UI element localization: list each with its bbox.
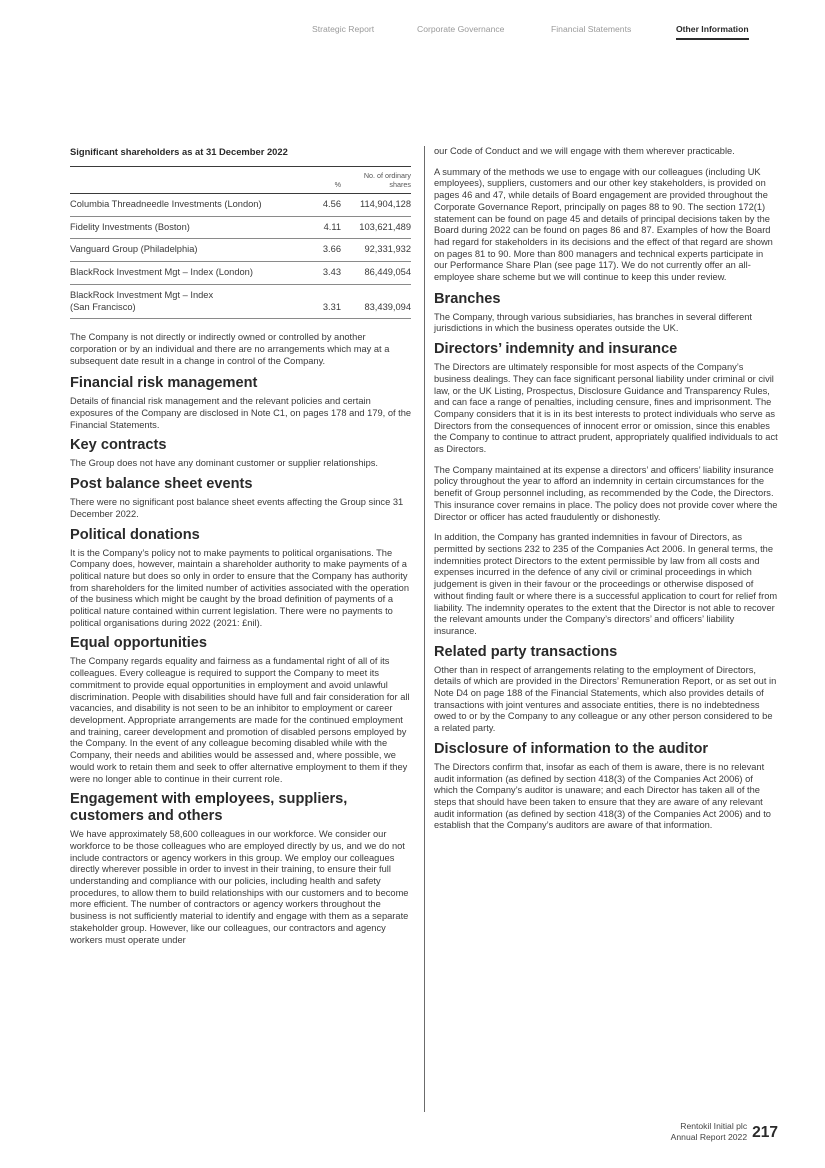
paragraph: The Directors are ultimately responsible for most aspects of the Company’s business dealings. They can face significant personal liability under criminal or civil law, or the UK Listing, Prospectus, Disclosure Guidance and Transparency Rules, and can face a range of penalties, including censure, fines and imprisonment. The Company considers that it is in its best interests to protect individuals who serve as Directors from the consequences of innocent error or omission, since this enables the Company to continue to attract prudent, appropriately qualified individuals to act as Directors.	[434, 362, 778, 455]
heading-financial-risk: Financial risk management	[70, 375, 258, 392]
section-indemnity	[434, 341, 779, 637]
shareholder-name: Columbia Threadneedle Investments (London)	[70, 194, 297, 217]
heading-engagement: Engagement with employees, suppliers, customers and others	[70, 791, 348, 825]
ownership-note: The Company is not directly or indirectly owned or controlled by another corporation or by an individual and there are no arrangements which may at a subsequent date result in a change in control of the Company.	[70, 332, 390, 366]
footer-report: Annual Report 2022	[670, 1131, 748, 1142]
shareholder-percent: 3.66	[297, 239, 341, 262]
section-auditor	[434, 741, 779, 832]
paragraph: In addition, the Company has granted indemnities in favour of Directors, as permitted by sections 232 to 235 of the Companies Act 2006. In general terms, the indemnities protect Directors to the extent permissible by law from all costs and expenses incurred in the defence of any civil or criminal proceedings in which judgement is given in their favour or the proceedings or otherwise disposed of without finding fault or where there is a successful application to court for relief from liability. The indemnity operates to the extent that the Director is not able to recover the relevant amounts under the Company’s directors’ and officers’ liability insurance.	[434, 532, 778, 636]
shareholders-table	[70, 166, 411, 319]
shareholder-name: BlackRock Investment Mgt – Index (London)	[70, 262, 297, 285]
paragraph: We have approximately 58,600 colleagues in our workforce. We consider our workforce to be those colleagues who are employed directly by us, and we do not include contractors or agency workers in this group. We employ our colleagues directly wherever possible in order to invest in their training, to ensure their full understanding and compliance with our policies, including health and safety procedures, to allow them to build relationships with our customers and to become more efficient. The number of contractors or agency workers throughout the business is not sufficiently material to identify and engage with them as a separate stakeholder group. However, like our colleagues, our contractors and agency workers must operate under	[70, 829, 409, 945]
heading-political: Political donations	[70, 526, 200, 543]
shareholder-name-line2: (San Francisco)	[70, 301, 136, 312]
left-column	[70, 146, 413, 952]
paragraph: The Directors confirm that, insofar as each of them is aware, there is no relevant audit information (as defined by section 418(3) of the Companies Act 2006) of which the Company’s auditor is unaware; and each Director has taken all of the steps that should have been taken to ensure that they are aware of any relevant audit information (as defined by section 418(3) of the Companies Act 2006) and to establish that the Company’s auditors are aware of that information.	[434, 761, 771, 831]
shareholder-shares: 103,621,489	[341, 216, 411, 239]
shareholder-shares: 86,449,054	[341, 262, 411, 285]
shareholder-name	[70, 284, 297, 318]
header-shares-line1: No. of ordinary	[363, 171, 411, 180]
section-post-balance	[70, 476, 413, 520]
shareholder-name: Fidelity Investments (Boston)	[70, 216, 297, 239]
section-navigation	[0, 24, 825, 44]
paragraph: The Company regards equality and fairness as a fundamental right of all of its colleagues. Every colleague is required to support the Company to meet its commitment to provide equal opportunities in employment and avoid unlawful discrimination. People with disabilities should have full and fair consideration for all vacancies, and disability is not seen to be an inhibitor to employment or career development. Appropriate arrangements are made for the continued employment and training, career development and promotion of disabled persons employed by the Company. In the event of any colleague becoming disabled while with the Company, their needs and abilities would be assessed and, where possible, we would work to retain them and seek to offer alternative employment to them if they were no longer able to continue in their current role.	[70, 656, 410, 784]
shareholder-shares: 114,904,128	[341, 194, 411, 217]
shareholder-name-line1: BlackRock Investment Mgt – Index	[70, 289, 214, 300]
header-shares	[341, 167, 411, 194]
nav-tab-corporate-governance[interactable]: Corporate Governance	[417, 24, 505, 34]
header-name	[70, 167, 297, 194]
shareholder-name: Vanguard Group (Philadelphia)	[70, 239, 297, 262]
section-political	[70, 527, 413, 630]
shareholder-shares: 92,331,932	[341, 239, 411, 262]
paragraph: The Company maintained at its expense a directors’ and officers’ liability insurance policy throughout the year to afford an indemnity in certain circumstances for the benefit of Group personnel including, as recommended by the Code, the Directors. This insurance cover remains in place. The policy does not provide cover where the Director or officer has acted fraudulently or dishonestly.	[434, 464, 778, 522]
paragraph: Other than in respect of arrangements relating to the employment of Directors, details of which are provided in the Directors’ Remuneration Report, or as set out in Note D4 on page 188 of the Financial Statements, which also provides details of transactions with joint ventures and associate entities, there is no indebtedness owed to or by the Company to any colleague or any other person considered to be a related party.	[434, 664, 777, 734]
paragraph: The Group does not have any dominant customer or supplier relationships.	[70, 458, 379, 469]
section-engagement	[70, 791, 413, 946]
paragraph: A summary of the methods we use to engage with our colleagues (including UK employees), suppliers, customers and our other key stakeholders, is provided on pages 46 and 47, while details of Board engagement are provided throughout the Corporate Governance Report, principally on pages 88 to 90. The section 172(1) statement can be found on page 45 and details of principal decisions taken by the Board during 2022 can be found on pages 86 and 87. Examples of how the Board had regard for stakeholders in its decisions and the effect of that regard are shown on pages 81 to 90. More than 800 managers and technical experts participate in our Performance Share Plan (see page 117). We do not currently offer an all-employee share scheme but we will continue to keep this under review.	[434, 166, 773, 283]
heading-branches: Branches	[434, 290, 501, 307]
footer-company: Rentokil Initial plc	[680, 1121, 748, 1131]
column-divider	[424, 146, 425, 1112]
shareholder-percent: 3.43	[297, 262, 341, 285]
heading-indemnity: Directors’ indemnity and insurance	[434, 341, 678, 358]
heading-post-balance: Post balance sheet events	[70, 476, 253, 493]
heading-related: Related party transactions	[434, 643, 618, 660]
page-footer	[671, 1121, 778, 1142]
table-row	[70, 262, 411, 285]
paragraph: The Company, through various subsidiaries, has branches in several different jurisdictions in which the business operates outside the UK.	[434, 311, 752, 334]
section-equal	[70, 635, 413, 785]
paragraph: It is the Company’s policy not to make payments to political organisations. The Company does, however, maintain a shareholder authority to make payments of a political nature but does so only in order to ensure that the Company has authority from shareholders for the limited number of activities associated with the operation of the business which might be caught by the broad definition of payments of a political nature contained within current legislation. There were no payments to political organisations during 2022 (2021: £nil).	[70, 547, 409, 628]
heading-equal: Equal opportunities	[70, 635, 208, 652]
shareholder-shares: 83,439,094	[341, 284, 411, 318]
heading-auditor: Disclosure of information to the auditor	[434, 740, 709, 757]
table-row	[70, 216, 411, 239]
shareholders-table-title: Significant shareholders as at 31 December 2022	[70, 146, 288, 157]
section-related	[434, 644, 779, 735]
section-financial-risk	[70, 375, 413, 431]
section-branches	[434, 291, 779, 335]
table-row	[70, 284, 411, 318]
table-row	[70, 194, 411, 217]
page-number: 217	[752, 1124, 778, 1141]
paragraph: Details of financial risk management and the relevant policies and certain exposures of the Company are disclosed in Note C1, on pages 178 and 179, of the Financial Statements.	[70, 396, 412, 430]
table-header-row	[70, 167, 411, 194]
right-column	[434, 146, 779, 838]
header-percent: %	[334, 180, 341, 189]
shareholder-percent: 4.56	[297, 194, 341, 217]
nav-tab-other-information[interactable]: Other Information	[676, 24, 749, 34]
shareholder-percent: 4.11	[297, 216, 341, 239]
footer-text	[671, 1121, 747, 1142]
header-shares-line2: shares	[389, 180, 411, 189]
heading-key-contracts: Key contracts	[70, 437, 167, 454]
shareholder-percent: 3.31	[297, 284, 341, 318]
table-row	[70, 239, 411, 262]
paragraph: There were no significant post balance sheet events affecting the Group since 31 December 2022.	[70, 497, 404, 519]
nav-tab-strategic-report[interactable]: Strategic Report	[312, 24, 375, 34]
section-key-contracts	[70, 437, 413, 470]
paragraph: our Code of Conduct and we will engage with them wherever practicable.	[434, 146, 735, 156]
nav-tab-financial-statements[interactable]: Financial Statements	[551, 24, 632, 34]
